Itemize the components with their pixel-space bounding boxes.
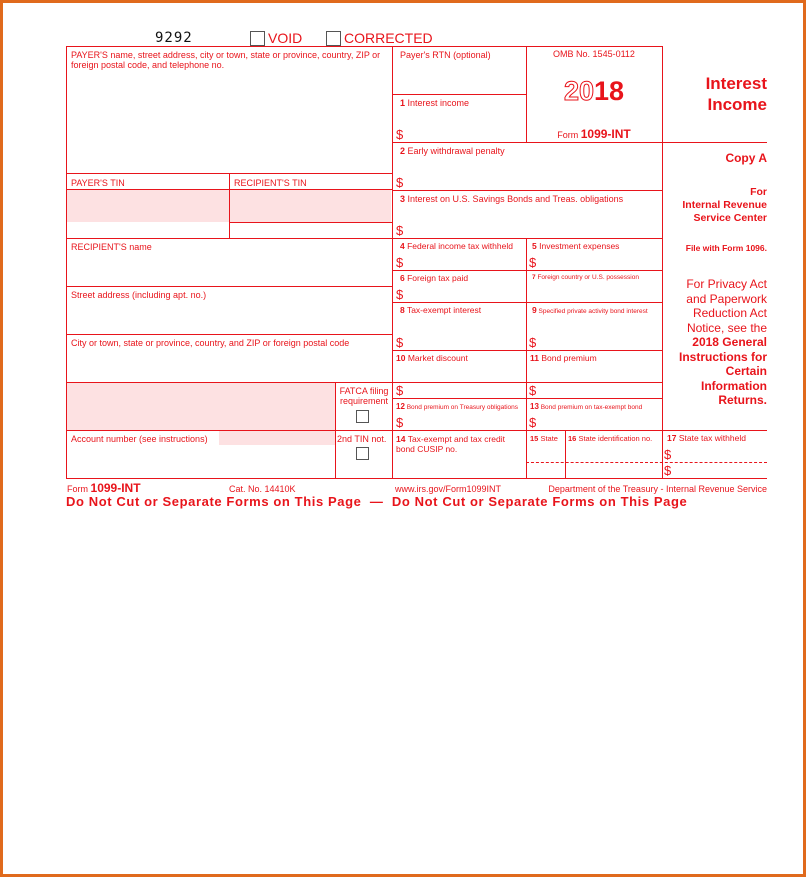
omb-number: OMB No. 1545-0112: [553, 49, 635, 59]
box14-label: [396, 434, 524, 454]
box1-label: [400, 98, 469, 108]
recipient-name-label: RECIPIENT'S name: [71, 242, 152, 252]
omb-form-prefix: Form: [557, 130, 579, 140]
account-shade: [219, 430, 335, 445]
box10-dollar: $: [396, 383, 404, 398]
privacy-line3: Reduction Act: [692, 306, 767, 320]
box1-number: 1: [400, 98, 406, 108]
second-tin-checkbox[interactable]: [356, 447, 369, 460]
box5-number: 5: [532, 241, 537, 251]
box9-label: [532, 306, 660, 316]
privacy-line8: Information: [701, 378, 767, 393]
privacy-line2: and Paperwork: [686, 291, 767, 306]
box1-text: Interest income: [407, 98, 470, 108]
privacy-line5: 2018 General: [692, 335, 767, 349]
payer-tin-label: PAYER'S TIN: [71, 178, 125, 188]
box13-dollar: $: [529, 415, 537, 430]
privacy-line6: Instructions for: [678, 349, 767, 364]
payer-tin-shade: [67, 189, 229, 222]
recipient-tin-label: RECIPIENT'S TIN: [234, 178, 307, 188]
for-irs-block: [663, 186, 767, 225]
footer-dept: Department of the Treasury - Internal Revenue Service: [548, 484, 767, 494]
box10-number: 10: [396, 353, 406, 363]
omb-form-number: 1099-INT: [580, 127, 631, 141]
city-state-label: City or town, state or province, country, and ZIP or foreign postal code: [71, 338, 350, 348]
box4-number: 4: [400, 241, 405, 251]
box11-label: [530, 354, 597, 363]
box7-label: [532, 274, 639, 282]
box11-dollar: $: [529, 383, 537, 398]
box15-number: 15: [530, 434, 539, 443]
box4-dollar: $: [396, 255, 404, 270]
box16-number: 16: [568, 434, 577, 443]
box8-text: Tax-exempt interest: [406, 305, 482, 315]
box3-number: 3: [400, 194, 406, 204]
box14-number: 14: [396, 434, 406, 444]
do-not-cut-warning: Do Not Cut or Separate Forms on This Page — Do Not Cut or Separate Forms on This Page: [66, 494, 688, 509]
tax-year-outline: 20: [563, 76, 594, 106]
box6-dollar: $: [396, 287, 404, 302]
fatca-label: FATCA filing requirement: [339, 386, 389, 406]
box3-text: Interest on U.S. Savings Bonds and Treas. obligations: [407, 194, 624, 204]
box17-text: State tax withheld: [678, 433, 746, 443]
box12-number: 12: [396, 402, 405, 411]
box11-text: Bond premium: [541, 353, 597, 363]
omb-form-name: [527, 127, 661, 141]
fatca-checkbox[interactable]: [356, 410, 369, 423]
box12-label: [396, 403, 518, 412]
title-line1: Interest: [705, 74, 767, 93]
privacy-line9: Returns.: [718, 393, 767, 407]
box4-text: Federal income tax withheld: [407, 241, 513, 251]
account-number-label: Account number (see instructions): [71, 434, 208, 444]
for-irs-line2: Internal Revenue: [682, 199, 767, 211]
box8-dollar: $: [396, 335, 404, 350]
box2-text: Early withdrawal penalty: [407, 146, 505, 156]
payer-name-label: PAYER'S name, street address, city or town, state or province, country, ZIP or foreign postal code, and telephone no.: [71, 50, 381, 70]
box3-dollar: $: [396, 223, 404, 238]
title-line2: Income: [707, 95, 767, 114]
privacy-line4: Notice, see the: [686, 320, 767, 335]
for-irs-line1: For: [750, 186, 767, 198]
box16-label: [568, 434, 652, 443]
form-code: 9292: [155, 30, 193, 46]
box9-dollar: $: [529, 335, 537, 350]
box13-text: Bond premium on tax-exempt bond: [540, 404, 643, 411]
footer-form-name: [67, 481, 141, 495]
box5-text: Investment expenses: [539, 241, 620, 251]
box17-label: [667, 434, 746, 443]
recipient-tin-shade: [230, 189, 391, 222]
payer-rtn-label: Payer's RTN (optional): [400, 50, 491, 60]
footer-form-prefix: Form: [67, 484, 88, 494]
box13-label: [530, 403, 642, 412]
box7-text: Foreign country or U.S. possession: [537, 274, 639, 281]
box10-label: [396, 354, 468, 363]
box2-label: [400, 146, 505, 156]
box15-label: [530, 434, 558, 443]
footer-form-number: 1099-INT: [90, 481, 141, 495]
box4-label: [400, 242, 513, 251]
box2-number: 2: [400, 146, 406, 156]
box17-dollar-1: $: [664, 447, 672, 462]
box6-text: Foreign tax paid: [407, 273, 469, 283]
box12-dollar: $: [396, 415, 404, 430]
corrected-checkbox[interactable]: [326, 31, 341, 46]
box8-number: 8: [400, 305, 405, 315]
privacy-line1: For Privacy Act: [686, 277, 767, 291]
form-title: [663, 73, 767, 115]
privacy-notice: [663, 277, 767, 408]
box3-label: [400, 194, 623, 204]
box11-number: 11: [530, 353, 539, 363]
box6-label: [400, 274, 468, 283]
corrected-label: CORRECTED: [344, 30, 433, 46]
box5-label: [532, 242, 619, 251]
box12-text: Bond premium on Treasury obligations: [406, 404, 518, 411]
box5-dollar: $: [529, 255, 537, 270]
second-tin-label: 2nd TIN not.: [337, 434, 387, 444]
box13-number: 13: [530, 402, 539, 411]
privacy-line7: Certain: [725, 364, 767, 378]
box17-number: 17: [667, 433, 677, 443]
box14-text: Tax-exempt and tax credit bond CUSIP no.: [396, 434, 506, 454]
box15-text: State: [540, 434, 558, 443]
box7-number: 7: [532, 274, 536, 281]
box9-text: Specified private activity bond interest: [538, 308, 648, 315]
box10-text: Market discount: [407, 353, 468, 363]
void-checkbox[interactable]: [250, 31, 265, 46]
file-with-label: File with Form 1096.: [685, 243, 767, 253]
unlabeled-shade: [67, 383, 335, 430]
for-irs-line3: Service Center: [693, 212, 767, 224]
footer-url: www.irs.gov/Form1099INT: [395, 484, 502, 494]
box16-text: State identification no.: [578, 434, 653, 443]
copy-a-label: Copy A: [725, 151, 767, 165]
box17-dollar-2: $: [664, 463, 672, 478]
box2-dollar: $: [396, 175, 404, 190]
box8-label: [400, 306, 481, 315]
box1-dollar: $: [396, 127, 404, 142]
box6-number: 6: [400, 273, 405, 283]
tax-year: [527, 77, 661, 105]
tax-year-bold: 18: [594, 76, 625, 106]
footer-cat-no: Cat. No. 14410K: [229, 484, 296, 494]
street-address-label: Street address (including apt. no.): [71, 290, 207, 300]
void-label: VOID: [268, 30, 303, 46]
box9-number: 9: [532, 305, 537, 315]
